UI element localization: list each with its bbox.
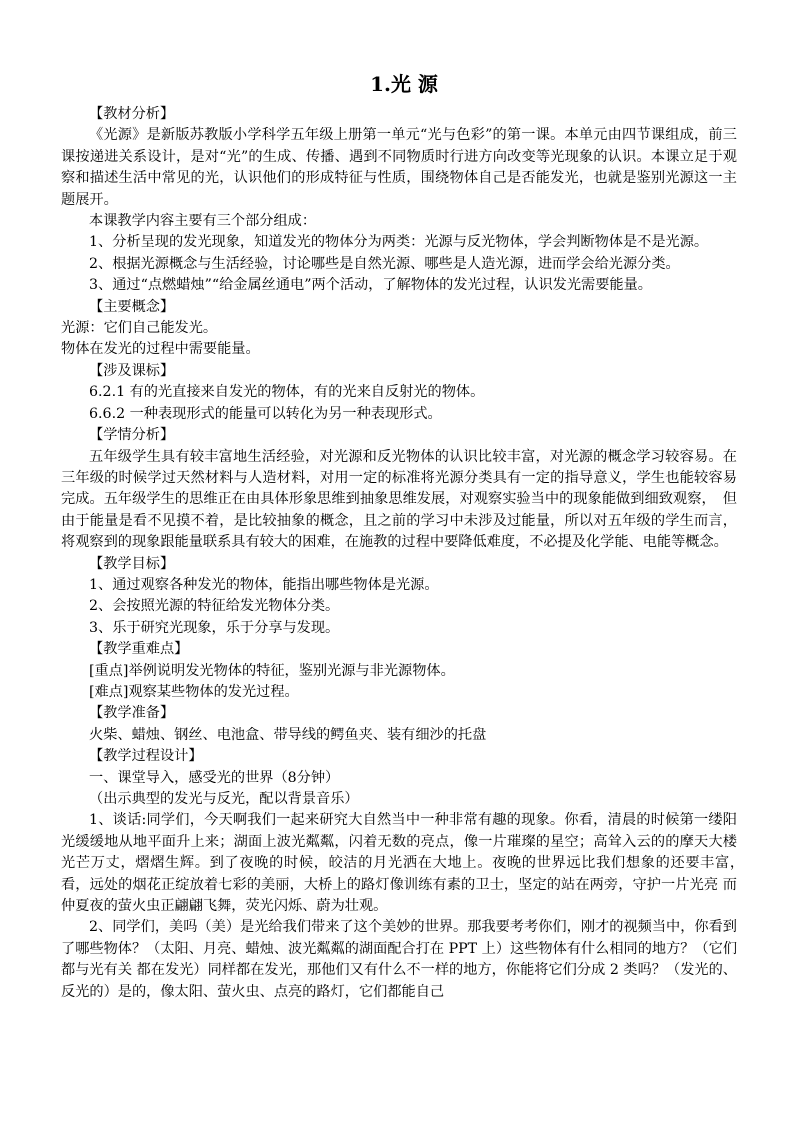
paragraph: 6.2.1 有的光直接来自发光的物体，有的光来自反射光的物体。 xyxy=(89,384,485,401)
document-page xyxy=(61,70,752,1003)
paragraph: 火柴、蜡烛、钢丝、电池盒、带导线的鳄鱼夹、装有细沙的托盘 xyxy=(89,726,487,743)
paragraph: 2、根据光源概念与生活经验，讨论哪些是自然光源、哪些是人造光源，进而学会给光源分类。 xyxy=(89,255,680,272)
section-heading-goal: 【教学目标】 xyxy=(89,555,175,572)
paragraph: 光源：它们自己能发光。 xyxy=(61,320,218,337)
section-heading-student: 【学情分析】 xyxy=(89,427,175,444)
paragraph: 3、通过“点燃蜡烛”“给金属丝通电”两个活动，了解物体的发光过程，认识发光需要能量。 xyxy=(89,277,652,294)
paragraph: 6.6.2 一种表现形式的能量可以转化为另一种表现形式。 xyxy=(89,405,442,422)
section-heading-process: 【教学过程设计】 xyxy=(89,748,203,765)
paragraph: [难点]观察某些物体的发光过程。 xyxy=(89,683,299,700)
paragraph: （出示典型的发光与反光，配以背景音乐） xyxy=(89,791,359,807)
paragraph: 物体在发光的过程中需要能量。 xyxy=(61,341,260,358)
section-heading-key: 【教学重难点】 xyxy=(89,641,189,658)
section-heading-prep: 【教学准备】 xyxy=(89,705,175,722)
paragraph: 2、会按照光源的特征给发光物体分类。 xyxy=(89,598,340,615)
paragraph: 1、谈话:同学们，今天啊我们一起来研究大自然当中一种非常有趣的现象。你看，清晨的时候第一缕阳光缓缓地从地平面升上来；湖面上波光粼粼，闪着无数的亮点，像一片璀璨的星空；高耸入云的的摩天大楼光芒万丈，熠熠生辉。到了夜晚的时候，皎洁的月光洒在大地上。夜晚的世界远比我们想象的还要丰富， 看，远处的烟花正绽放着七彩的美丽，大桥上的路灯像训练有素的卫士，坚定的站在两旁，守护一片光亮 而仲夏夜的萤火虫正翩翩飞舞，荧光闪烁、蔚为壮观。 xyxy=(61,812,752,915)
paragraph: [重点]举例说明发光物体的特征，鉴别光源与非光源物体。 xyxy=(89,662,455,679)
paragraph: 《光源》是新版苏教版小学科学五年级上册第一单元“光与色彩”的第一课。本单元由四节课组成，前三课按递进关系设计，是对“光”的生成、传播、遇到不同物质时行进方向改变等光现象的认识。本课立足于观察和描述生活中常见的光，认识他们的形成特征与性质，围绕物体自己是否能发光，也就是鉴别光源这一主题展开。 xyxy=(61,127,737,208)
section-heading-concept: 【主要概念】 xyxy=(89,298,175,315)
section-heading-analysis: 【教材分析】 xyxy=(89,106,175,122)
paragraph: 五年级学生具有较丰富地生活经验，对光源和反光物体的认识比较丰富，对光源的概念学习较容易。在三年级的时候学过天然材料与人造材料，对用一定的标准将光源分类具有一定的指导意义，学生也能较容易完成。五年级学生的思维正在由具体形象思维到抽象思维发展，对观察实验当中的现象能做到细致观察， 但由于能量是看不见摸不着，是比较抽象的概念，且之前的学习中未涉及过能量，所以对五年级的学生而言，将观察到的现象跟能量联系具有较大的困难，在施教的过程中要降低难度，不必提及化学能、电能等概念。 xyxy=(61,448,737,551)
paragraph: 一、课堂导入，感受光的世界（8分钟） xyxy=(89,769,340,786)
paragraph: 2、同学们，美吗（美）是光给我们带来了这个美妙的世界。那我要考考你们，刚才的视频当中，你看到了哪些物体？（太阳、月亮、蜡烛、波光粼粼的湖面配合打在 PPT 上）这些物体有什么相同的地方？（它们都与光有关 都在发光）同样都在发光，那他们又有什么不一样的地方，你能将它们分成 2 类吗？（发光的、反光的）是的，像太阳、萤火虫、点亮的路灯，它们都能自己 xyxy=(61,919,738,1000)
paragraph: 本课教学内容主要有三个部分组成： xyxy=(89,213,317,230)
paragraph: 1、通过观察各种发光的物体，能指出哪些物体是光源。 xyxy=(89,576,439,593)
page-title: 1.光 源 xyxy=(370,72,438,96)
section-heading-standard: 【涉及课标】 xyxy=(89,362,175,379)
paragraph: 3、乐于研究光现象，乐于分享与发现。 xyxy=(89,619,340,636)
paragraph: 1、分析呈现的发光现象，知道发光的物体分为两类：光源与反光物体，学会判断物体是不是光源。 xyxy=(89,234,709,251)
